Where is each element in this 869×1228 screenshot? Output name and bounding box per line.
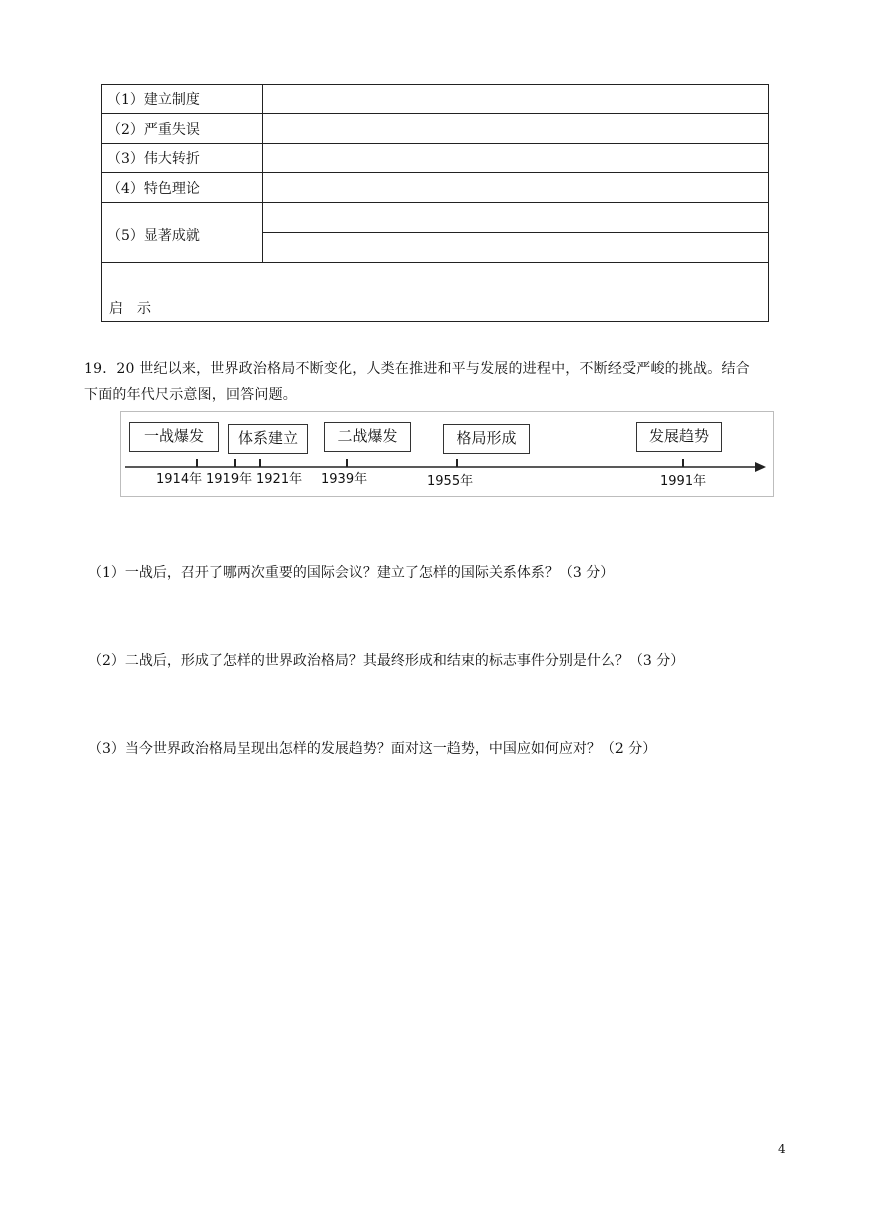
table-row-label: （3）伟大转折 <box>107 151 200 167</box>
question-19-text-line2: 下面的年代尺示意图，回答问题。 <box>84 387 297 403</box>
table-row-divider <box>262 232 769 233</box>
table-column-divider <box>262 84 263 262</box>
timeline-tick <box>346 459 348 467</box>
timeline-tick <box>259 459 261 467</box>
timeline-tick <box>456 459 458 467</box>
table-row-divider <box>101 202 769 203</box>
sub-question-2: （2）二战后，形成了怎样的世界政治格局？其最终形成和结束的标志事件分别是什么？（3 分） <box>88 653 685 669</box>
timeline-tick <box>196 459 198 467</box>
table-row-divider <box>101 143 769 144</box>
table-row-label: （1）建立制度 <box>107 92 200 108</box>
timeline-event-box: 格局形成 <box>443 424 530 454</box>
timeline-tick <box>234 459 236 467</box>
timeline-tick <box>682 459 684 467</box>
timeline-year-label: 1939年 <box>321 472 368 487</box>
table-footer-label: 启 示 <box>109 301 151 317</box>
timeline-figure <box>120 411 774 497</box>
timeline-event-box: 二战爆发 <box>324 422 411 452</box>
timeline-year-label: 1991年 <box>660 474 707 489</box>
achievement-table <box>101 84 769 322</box>
timeline-year-label: 1955年 <box>427 474 474 489</box>
table-border <box>101 84 769 322</box>
table-row-divider <box>101 262 769 263</box>
sub-question-3: （3）当今世界政治格局呈现出怎样的发展趋势？面对这一趋势，中国应如何应对？（2 分） <box>88 741 657 757</box>
table-row-divider <box>101 172 769 173</box>
table-row-label: （2）严重失误 <box>107 122 200 138</box>
page-number: 4 <box>778 1142 786 1156</box>
table-row-label: （5）显著成就 <box>107 228 200 244</box>
timeline-event-box: 发展趋势 <box>636 422 722 452</box>
table-row-label: （4）特色理论 <box>107 181 200 197</box>
timeline-year-label: 1921年 <box>256 472 303 487</box>
question-19-text-line1: 19．20 世纪以来，世界政治格局不断变化，人类在推进和平与发展的进程中，不断经受严峻的挑战。结合 <box>84 361 750 377</box>
timeline-event-box: 一战爆发 <box>129 422 219 452</box>
sub-question-1: （1）一战后，召开了哪两次重要的国际会议？建立了怎样的国际关系体系？（3 分） <box>88 565 615 581</box>
timeline-event-box: 体系建立 <box>228 424 308 454</box>
table-row-divider <box>101 113 769 114</box>
timeline-year-label: 1914年 <box>156 472 203 487</box>
timeline-year-label: 1919年 <box>206 472 253 487</box>
